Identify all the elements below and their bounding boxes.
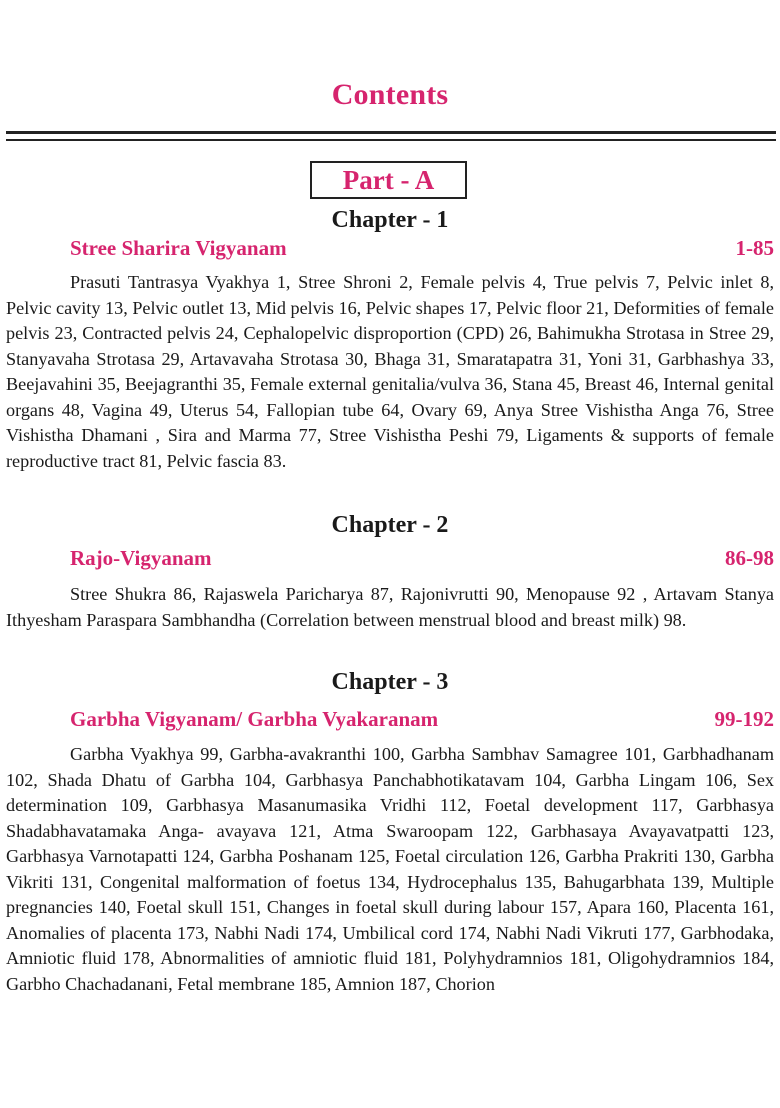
chapter-2-label: Chapter - 2 bbox=[331, 512, 449, 538]
chapter-1-heading-row bbox=[70, 236, 774, 261]
chapter-1-entries: Prasuti Tantrasya Vyakhya 1, Stree Shroni 2, Female pelvis 4, True pelvis 7, Pelvic inlet 8, Pelvic cavity 13, Pelvic outlet 13, Mid pelvis 16, Pelvic shapes 17, Pelvic floor 21, Deformities of female pelvis 23, Contracted pelvis 24, Cephalopelvic disproportion (CPD) 26, Bahimukha Strotasa in Stree 29, Stanyavaha Strotasa 29, Artavavaha Strotasa 30, Bhaga 31, Smaratapatra 31, Yoni 31, Garbhashya 33, Beejavahini 35, Beejagranthi 35, Female external genitalia/vulva 36, Stana 45, Breast 46, Internal genital organs 48, Vagina 49, Uterus 54, Fallopian tube 64, Ovary 69, Anya Stree Vishistha Anga 76, Stree Vishistha Dhamani , Sira and Marma 77, Stree Vishistha Peshi 79, Ligaments & supports of female reproductive tract 81, Pelvic fascia 83. bbox=[6, 272, 774, 471]
title-rule-thick bbox=[6, 131, 776, 134]
chapter-3-heading-row bbox=[70, 707, 774, 732]
chapter-1-heading: Stree Sharira Vigyanam bbox=[70, 236, 287, 260]
chapter-1-pages: 1-85 bbox=[735, 236, 774, 260]
chapter-2-pages: 86-98 bbox=[725, 546, 774, 570]
chapter-3-pages: 99-192 bbox=[714, 707, 774, 731]
page-title: Contents bbox=[331, 78, 449, 111]
title-rule-thin bbox=[6, 139, 776, 141]
chapter-2-heading-row bbox=[70, 546, 774, 571]
part-label-box: Part - A bbox=[310, 161, 467, 199]
chapter-1-label: Chapter - 1 bbox=[331, 207, 449, 233]
chapter-3-label: Chapter - 3 bbox=[331, 669, 449, 695]
chapter-3-entries: Garbha Vyakhya 99, Garbha-avakranthi 100, Garbha Sambhav Samagree 101, Garbhadhanam 102, Shada Dhatu of Garbha 104, Garbhasya Panchabhotikatavam 104, Garbha Lingam 106, Sex determination 109, Garbhasya Masanumasika Vridhi 112, Foetal development 117, Garbhasya Shadabhavatamaka Anga- avayava 121, Atma Swaroopam 122, Garbhasaya Avayavatpatti 123, Garbhasya Varnotapatti 124, Garbha Poshanam 125, Foetal circulation 126, Garbha Prakriti 130, Garbha Vikriti 131, Congenital malformation of foetus 134, Hydrocephalus 135, Bahugarbhata 139, Multiple pregnancies 140, Foetal skull 151, Changes in foetal skull during labour 157, Apara 160, Placenta 161, Anomalies of placenta 173, Nabhi Nadi 174, Umbilical cord 174, Nabhi Nadi Vikruti 177, Garbhodaka, Amniotic fluid 178, Abnormalities of amniotic fluid 181, Polyhydramnios 181, Oligohydramnios 184, Garbho Chachadanani, Fetal membrane 185, Amnion 187, Chorion bbox=[6, 744, 774, 994]
chapter-2-entries: Stree Shukra 86, Rajaswela Paricharya 87, Rajonivrutti 90, Menopause 92 , Artavam Stanya Ithyesham Paraspara Sambhandha (Correlation between menstrual blood and breast milk) 98. bbox=[6, 584, 774, 630]
chapter-3-heading: Garbha Vigyanam/ Garbha Vyakaranam bbox=[70, 707, 439, 731]
chapter-2-heading: Rajo-Vigyanam bbox=[70, 546, 212, 570]
